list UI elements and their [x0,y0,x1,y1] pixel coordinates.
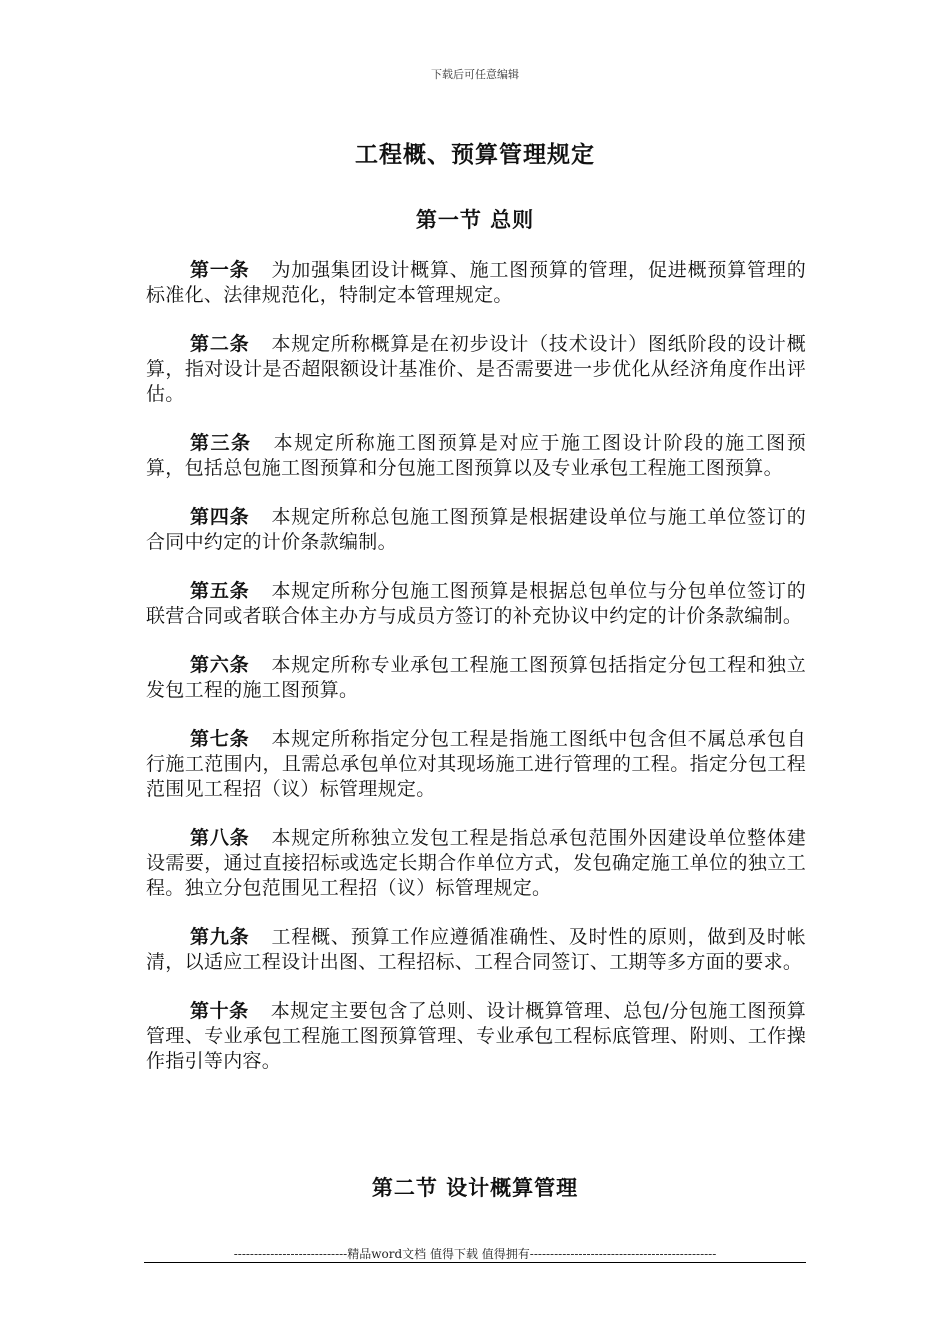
page-header-note: 下载后可任意编辑 [431,68,519,81]
section-title-1: 第一节 总则 [415,207,535,232]
article-6 [146,653,806,703]
article-label: 第七条 [190,728,250,750]
article-label: 第十条 [190,1000,249,1022]
article-7 [146,727,806,802]
article-text: 本规定主要包含了总则、设计概算管理、总包/分包施工图预算管理、专业承包工程施工图预算管理、专业承包工程标底管理、附则、工作操作指引等内容。 [146,1000,806,1072]
article-text: 本规定所称专业承包工程施工图预算包括指定分包工程和独立发包工程的施工图预算。 [146,654,806,701]
article-text: 本规定所称施工图预算是对应于施工图设计阶段的施工图预算，包括总包施工图预算和分包施工图预算以及专业承包工程施工图预算。 [146,432,806,479]
article-label: 第二条 [190,333,250,355]
article-text: 本规定所称分包施工图预算是根据总包单位与分包单位签订的联营合同或者联合体主办方与成员方签订的补充协议中约定的计价条款编制。 [146,580,806,627]
footer-divider [144,1262,806,1263]
article-text: 本规定所称独立发包工程是指总承包范围外因建设单位整体建设需要，通过直接招标或选定长期合作单位方式，发包确定施工单位的独立工程。独立分包范围见工程招（议）标管理规定。 [146,827,806,899]
article-text: 本规定所称总包施工图预算是根据建设单位与施工单位签订的合同中约定的计价条款编制。 [146,506,806,553]
article-text: 本规定所称指定分包工程是指施工图纸中包含但不属总承包自行施工范围内，且需总承包单位对其现场施工进行管理的工程。指定分包工程范围见工程招（议）标管理规定。 [146,728,806,800]
article-1 [146,258,806,308]
article-label: 第三条 [190,432,252,454]
article-text: 本规定所称概算是在初步设计（技术设计）图纸阶段的设计概算，指对设计是否超限额设计基准价、是否需要进一步优化从经济角度作出评估。 [146,333,806,405]
article-text: 为加强集团设计概算、施工图预算的管理，促进概预算管理的标准化、法律规范化，特制定本管理规定。 [146,259,806,306]
article-9 [146,925,806,975]
section-title-2: 第二节 设计概算管理 [371,1175,579,1200]
article-5 [146,579,806,629]
article-label: 第五条 [190,580,250,602]
article-label: 第九条 [190,926,250,948]
article-label: 第六条 [190,654,250,676]
article-4 [146,505,806,555]
article-10 [146,999,806,1074]
article-label: 第四条 [190,506,250,528]
article-label: 第八条 [190,827,250,849]
article-3 [146,431,806,481]
footer-banner: ----------------------------精品word文档 值得下载 值得拥有---------------------------------------------- [233,1247,717,1261]
article-list [146,258,806,1098]
article-8 [146,826,806,901]
document-title: 工程概、预算管理规定 [355,141,595,168]
article-2 [146,332,806,407]
article-label: 第一条 [190,259,250,281]
article-text: 工程概、预算工作应遵循准确性、及时性的原则，做到及时帐清，以适应工程设计出图、工程招标、工程合同签订、工期等多方面的要求。 [146,926,806,973]
